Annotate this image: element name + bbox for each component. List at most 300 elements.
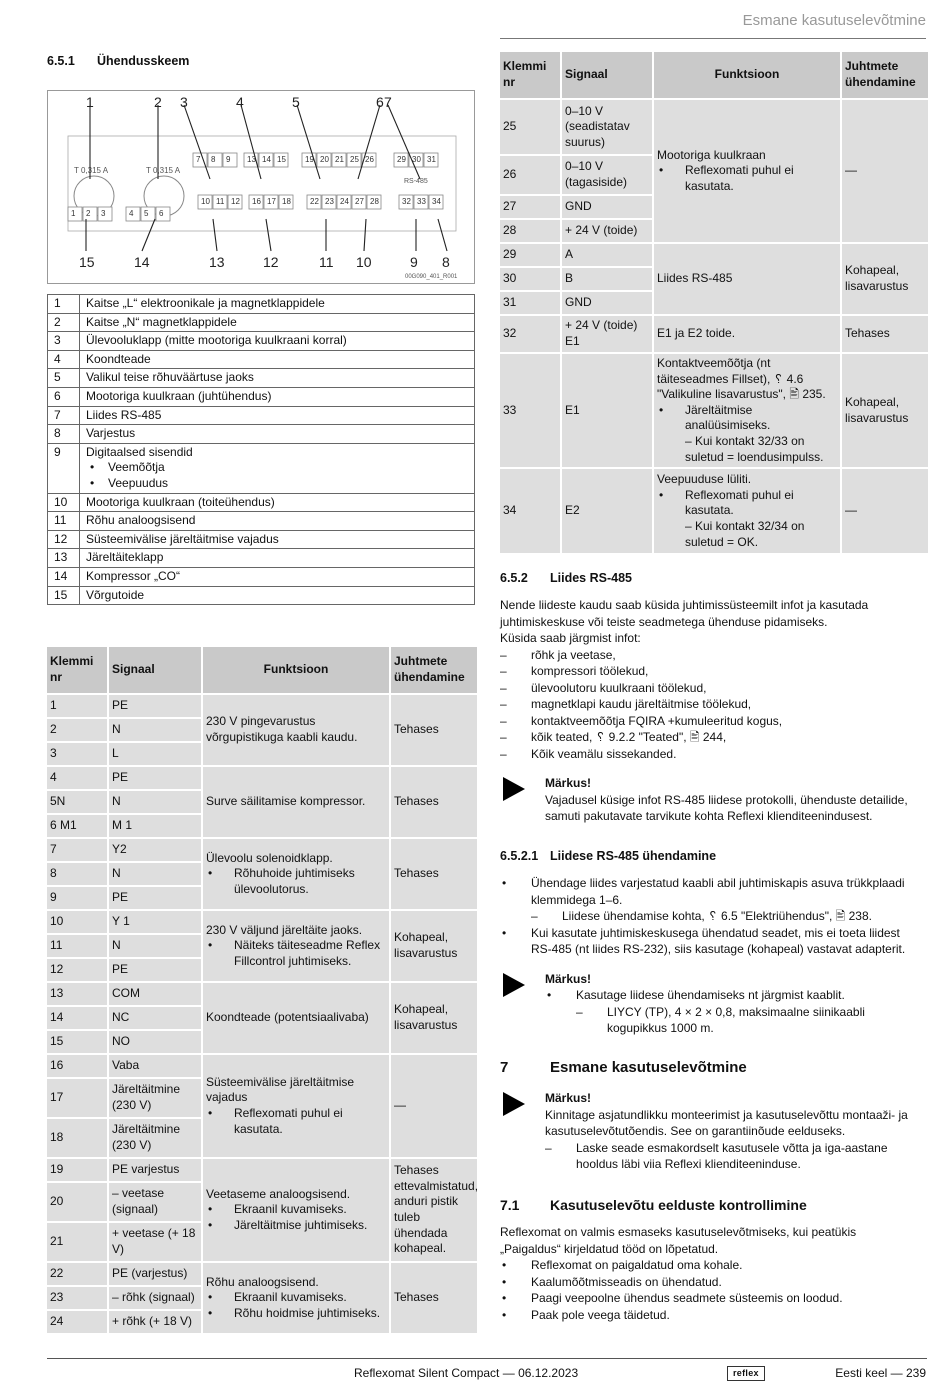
legend-text: Järeltäiteklapp [86,550,164,565]
bullet-item: • Ühendage liides varjestatud kaabli abil juhtimiskapis asuva trükkplaadi klemmidega 1–6. [500,875,920,908]
callout-bottom: 8 [442,254,450,270]
signal-cell: B [562,268,652,290]
terminal-row [47,839,477,861]
terminal-number: 21 [335,155,344,164]
terminal-number: 27 [500,196,560,218]
legend-row [48,530,475,549]
legend-cell [80,350,475,369]
list-item: – magnetklapi kaudu järeltäitmise töölekud, [500,696,920,713]
terminal-number: 21 [47,1223,107,1261]
callout-top: 2 [154,94,162,110]
callout-top: 6 [376,94,384,110]
terminal-number: 28 [500,220,560,242]
signal-cell: N [109,791,201,813]
legend-number: 6 [48,387,80,406]
terminal-number: 28 [370,197,379,206]
signal-cell: GND [562,196,652,218]
header-title: Esmane kasutuselevõtmine [742,12,926,29]
legend-number: 5 [48,369,80,388]
note-text: Vajadusel küsige infot RS-485 liidese protokolli, ühenduste detailide, samuti pakutavate tarvikute kohta Reflexi klienditeenindusest. [545,792,908,823]
legend-text: Kaitse „L“ elektroonikale ja magnetklappidele [86,296,325,310]
note-box [500,971,920,1037]
terminal-number: 30 [500,268,560,290]
legend-cell [80,387,475,406]
terminal-number: 3 [101,209,106,218]
wiring-cell: Tehases [842,316,928,352]
signal-cell: PE (varjestus) [109,1263,201,1285]
wiring-cell: Tehases [391,1263,477,1333]
function-text: Veetaseme analoogsisend. [206,1186,351,1201]
terminal-number: 17 [267,197,276,206]
legend-text: Kaitse „N“ magnetklappidele [86,314,237,329]
terminal-number: 9 [226,155,231,164]
legend-text: Süsteemivälise järeltäitmise vajadus [86,531,279,546]
signal-cell: A [562,244,652,266]
wiring-diagram-svg [48,91,474,283]
function-bullet: • Näiteks täiteseadme Reflex Fillcontrol juhtimiseks. [206,938,386,969]
section-title: Kasutuselevõtu eelduste kontrollimine [550,1197,807,1213]
terminal-number: 8 [211,155,216,164]
note-title: Märkus! [545,776,592,790]
signal-cell: PE [109,887,201,909]
legend-cell [80,586,475,605]
signal-cell: PE [109,959,201,981]
legend-number: 2 [48,313,80,332]
terminal-number: 16 [47,1055,107,1077]
function-text: – Kui kontakt 32/34 on suletud = OK. [685,518,805,549]
terminal-number: 5 [144,209,149,218]
chapter-7-body [500,1090,924,1173]
function-bullet: • Reflexomati puhul ei kasutata. [657,488,837,519]
signal-cell: N [109,935,201,957]
terminal-number: 32 [500,316,560,352]
legend-number: 3 [48,332,80,351]
function-text: – Kui kontakt 32/33 on suletud = loendusimpulss. [685,433,824,464]
signal-cell: L [109,743,201,765]
signal-cell: 0–10 V (seadistatav suurus) [562,100,652,154]
terminal-number: 34 [500,469,560,553]
callout-top: 7 [384,94,392,110]
terminal-row [47,983,477,1005]
section-71-heading [500,1196,807,1214]
paragraph: Küsida saab järgmist infot: [500,631,641,645]
wiring-cell: Kohapeal, lisavarustus [391,911,477,981]
page-header [0,0,950,40]
terminal-number: 19 [305,155,314,164]
note-box [500,1090,924,1173]
legend-number: 15 [48,586,80,605]
list-item: – kontaktveemõõtja FQIRA +kumuleeritud kogus, [500,713,920,730]
footer-rule [47,1358,927,1359]
section-6521-body [500,875,920,1037]
legend-text: Kompressor „CO“ [86,568,181,583]
terminal-number: 26 [365,155,374,164]
wiring-cell: — [391,1055,477,1157]
terminal-number: 8 [47,863,107,885]
col-klemmi: Klemmi nr [500,52,560,98]
terminal-row [500,469,928,553]
terminal-number: 13 [247,155,256,164]
signal-cell: PE [109,695,201,717]
signal-cell: NC [109,1007,201,1029]
terminal-number: 24 [47,1311,107,1333]
callout-bottom: 9 [410,254,418,270]
note-box [500,775,920,825]
function-cell [654,244,840,314]
callout-bottom: 13 [209,254,225,270]
signal-cell: Y2 [109,839,201,861]
legend-number: 13 [48,549,80,568]
signal-cell: N [109,863,201,885]
wiring-cell: Tehases [391,695,477,765]
terminal-number: 26 [500,156,560,194]
wiring-cell: Kohapeal, lisavarustus [391,983,477,1053]
terminal-number: 6 M1 [47,815,107,837]
legend-row [48,493,475,512]
terminal-number: 22 [47,1263,107,1285]
terminal-row [47,1055,477,1077]
terminal-number: 15 [277,155,286,164]
callout-bottom: 11 [319,254,334,270]
note-arrow-icon [503,1092,525,1116]
function-text: 230 V väljund järeltäite jaoks. [206,922,363,937]
paragraph: Nende liideste kaudu saab küsida juhtimissüsteemilt infot ja kasutada juhtimiskeskuse või teiste seadmetega ühenduse pidamiseks. [500,598,869,629]
legend-table [47,294,475,605]
wiring-cell: — [842,469,928,553]
function-bullet: • Ekraanil kuvamiseks. [206,1202,386,1218]
note-title: Märkus! [545,1091,592,1105]
signal-cell: Vaba [109,1055,201,1077]
section-title: Liides RS-485 [550,571,632,585]
signal-cell: – rõhk (signaal) [109,1287,201,1309]
callout-bottom: 14 [134,254,150,270]
list-item: • Reflexomat on paigaldatud oma kohale. [500,1257,920,1274]
footer-page-number: Eesti keel — 239 [835,1366,926,1380]
col-juhtmete: Juhtmete ühendamine [842,52,928,98]
legend-text: Liides RS-485 [86,407,162,422]
section-title: Liidese RS-485 ühendamine [550,849,717,863]
section-652-body [500,597,920,825]
signal-cell: GND [562,292,652,314]
terminal-number: 20 [47,1183,107,1221]
terminal-number: 30 [412,155,421,164]
terminal-number: 7 [196,155,201,164]
terminal-number: 18 [282,197,291,206]
terminal-number: 16 [252,197,261,206]
terminal-number: 2 [47,719,107,741]
signal-cell: N [109,719,201,741]
terminal-number: 13 [47,983,107,1005]
terminal-number: 14 [47,1007,107,1029]
legend-sub-item: • Veemõõtja [86,460,468,476]
legend-number: 14 [48,567,80,586]
function-bullet: • Rõhu hoidmise juhtimiseks. [206,1306,386,1322]
terminal-number: 10 [47,911,107,933]
callout-bottom: 12 [263,254,279,270]
note-bullet: • Kasutage liidese ühendamiseks nt järgmist kaablit. [545,987,920,1004]
terminal-number: 20 [320,155,329,164]
legend-cell [80,295,475,314]
section-652-heading [500,570,632,586]
terminal-row [500,354,928,467]
function-bullet: • Ekraanil kuvamiseks. [206,1290,386,1306]
function-cell [654,354,840,467]
note-arrow-icon [503,777,525,801]
paragraph: Reflexomat on valmis esmaseks kasutuselevõtmiseks, kui peatükis „Paigaldus“ kirjeldatud tööd on lõpetatud. [500,1225,857,1256]
legend-cell [80,332,475,351]
function-bullet: • Järeltäitmise analüüsimiseks. [657,403,837,434]
callout-top: 1 [86,94,94,110]
legend-row [48,512,475,531]
legend-row [48,567,475,586]
legend-row [48,313,475,332]
callout-top: 5 [292,94,300,110]
function-text: Rõhu analoogsisend. [206,1274,319,1289]
legend-sub-item: • Veepuudus [86,476,468,492]
section-number: 6.5.2.1 [500,849,539,863]
legend-number: 4 [48,350,80,369]
wiring-cell: Tehases [391,839,477,909]
function-cell [203,1055,389,1157]
terminal-number: 1 [47,695,107,717]
function-bullet: • Rõhuhoide juhtimiseks ülevoolutorus. [206,866,386,897]
terminal-number: 18 [47,1119,107,1157]
signal-cell: Järeltäitmine (230 V) [109,1119,201,1157]
terminal-number: 22 [310,197,319,206]
col-juhtmete: Juhtmete ühendamine [391,647,477,693]
callout-top: 3 [180,94,188,110]
function-cell [203,911,389,981]
function-bullet: • Reflexomati puhul ei kasutata. [206,1106,386,1137]
signal-cell: PE varjestus [109,1159,201,1181]
signal-cell: E1 [562,354,652,467]
note-title: Märkus! [545,971,592,986]
signal-cell: 0–10 V (tagasiside) [562,156,652,194]
terminal-row [500,100,928,154]
list-item: – rõhk ja veetase, [500,647,920,664]
terminal-number: 23 [325,197,334,206]
check-list [500,1257,920,1323]
legend-text: Valikul teise rõhuväärtuse jaoks [86,370,254,385]
legend-cell [80,549,475,568]
terminal-number: 12 [231,197,240,206]
terminal-number: 32 [402,197,411,206]
terminal-number: 19 [47,1159,107,1181]
function-text: Kontaktveemõõtja (nt täiteseadmes Fillset), ␦ 4.6 "Valikuline lisavarustus", 🖹 235. [657,356,826,402]
terminal-number: 10 [201,197,210,206]
signal-cell: M 1 [109,815,201,837]
legend-cell [80,425,475,444]
section-number: 6.5.2 [500,571,528,585]
legend-text: Koondteade [86,351,151,366]
list-item: – kompressori töölekud, [500,663,920,680]
legend-cell [80,369,475,388]
signal-cell: + veetase (+ 18 V) [109,1223,201,1261]
terminal-number: 4 [47,767,107,789]
terminal-number: 31 [500,292,560,314]
reflex-logo: reflex [727,1366,765,1381]
function-text: Süsteemivälise järeltäitmise vajadus [206,1074,355,1105]
signal-cell: Järeltäitmine (230 V) [109,1079,201,1117]
list-item: – kõik teated, ␦ 9.2.2 "Teated", 🖹 244, [500,729,920,746]
section-number: 7.1 [500,1197,520,1213]
legend-number: 1 [48,295,80,314]
terminal-number: 7 [47,839,107,861]
terminal-number: 15 [47,1031,107,1053]
legend-row [48,387,475,406]
legend-cell [80,313,475,332]
sub-item-text: Liidese ühendamise kohta, ␦ 6.5 "Elektriühendus", 🖹 238. [562,909,872,923]
section-651-heading [47,53,189,69]
list-item: – ülevoolutoru kuulkraani töölekud, [500,680,920,697]
terminal-number: 9 [47,887,107,909]
terminal-number: 1 [71,209,76,218]
function-text: Veepuuduse lüliti. [657,472,752,487]
legend-text: Ülevooluklapp (mitte mootoriga kuulkraani korral) [86,333,347,348]
wiring-diagram [47,90,475,284]
legend-text: Mootoriga kuulkraan (juhtühendus) [86,388,272,403]
terminal-number: 6 [159,209,164,218]
list-item: • Paak pole veega täidetud. [500,1307,920,1324]
sub-item [531,908,920,925]
legend-number: 11 [48,512,80,531]
callout-top: 4 [236,94,244,110]
terminal-number: 29 [397,155,406,164]
signal-cell: E2 [562,469,652,553]
terminal-number: 34 [432,197,441,206]
note-sub-item: – LIYCY (TP), 4 × 2 × 0,8, maksimaalne siinikaabli kogupikkus 1000 m. [576,1004,920,1037]
rs485-label: RS-485 [404,178,428,185]
chapter-7-heading [500,1058,747,1078]
fuse-2-label: T 0,315 A [146,166,181,175]
legend-number: 9 [48,443,80,493]
legend-cell [80,567,475,586]
function-text: Ülevoolu solenoidklapp. [206,850,333,865]
col-klemmi: Klemmi nr [47,647,107,693]
terminal-row [47,695,477,717]
wiring-cell: Kohapeal, lisavarustus [842,244,928,314]
function-cell [203,695,389,765]
legend-row [48,425,475,444]
wiring-cell: — [842,100,928,242]
wiring-cell: Tehases ettevalmistatud, anduri pistik tuleb ühendada kohapeal. [391,1159,477,1261]
wiring-cell: Kohapeal, lisavarustus [842,354,928,467]
legend-number: 8 [48,425,80,444]
terminal-row [47,911,477,933]
legend-cell [80,406,475,425]
terminal-number: 33 [417,197,426,206]
legend-cell [80,530,475,549]
terminal-number: 4 [129,209,134,218]
legend-text: Võrgutoide [86,587,145,602]
legend-row [48,369,475,388]
terminal-number: 23 [47,1287,107,1309]
function-text: 230 V pingevarustus võrgupistikuga kaabli kaudu. [206,714,358,744]
function-text: Mootoriga kuulkraan [657,147,766,162]
function-cell [203,983,389,1053]
list-item: – Kõik veamälu sissekanded. [500,746,920,763]
legend-row [48,295,475,314]
function-cell [203,767,389,837]
col-funktsioon: Funktsioon [654,52,840,98]
legend-number: 12 [48,530,80,549]
col-signaal: Signaal [109,647,201,693]
function-cell [203,839,389,909]
list-item: • Kaalumõõtmisseadis on ühendatud. [500,1274,920,1291]
wiring-cell: Tehases [391,767,477,837]
legend-cell [80,512,475,531]
signal-cell: NO [109,1031,201,1053]
terminal-row [500,244,928,266]
function-text: E1 ja E2 toide. [657,326,736,341]
callout-bottom: 10 [356,254,372,270]
fuse-1-label: T 0,315 A [74,166,109,175]
terminal-number: 25 [500,100,560,154]
terminal-row [47,1263,477,1285]
signal-cell: COM [109,983,201,1005]
legend-number: 10 [48,493,80,512]
terminal-number: 11 [216,197,225,206]
col-funktsioon: Funktsioon [203,647,389,693]
terminal-row [47,767,477,789]
function-cell [203,1263,389,1333]
terminal-table-left [45,645,479,1335]
terminal-row [47,1159,477,1181]
signal-cell: + 24 V (toide) [562,220,652,242]
terminal-number: 33 [500,354,560,467]
legend-text: Rõhu analoogsisend [86,513,196,528]
signal-cell: + 24 V (toide) E1 [562,316,652,352]
function-bullet: • Reflexomati puhul ei kasutata. [657,163,837,194]
terminal-number: 25 [350,155,359,164]
function-cell [654,316,840,352]
signal-cell: PE [109,767,201,789]
function-cell [654,100,840,242]
legend-text: Digitaalsed sisendid [86,444,193,459]
terminal-number: 17 [47,1079,107,1117]
bullet-item: • Kui kasutate juhtimiskeskusega ühendatud seadet, mis ei toeta liidest RS-485 (nt liides RS-232), siis kasutage (kohapeal) vastavat adapterit. [500,925,920,958]
section-71-body [500,1224,920,1323]
function-bullet: • Järeltäitmise juhtimiseks. [206,1218,386,1234]
terminal-number: 5N [47,791,107,813]
signal-cell: + rõhk (+ 18 V) [109,1311,201,1333]
legend-row [48,443,475,493]
terminal-number: 2 [86,209,91,218]
chapter-title: Esmane kasutuselevõtmine [550,1059,747,1076]
info-list [500,647,920,763]
diagram-code: 00G090_401_R001 [405,274,458,280]
legend-text: Varjestus [86,426,136,441]
legend-row [48,549,475,568]
terminal-number: 12 [47,959,107,981]
legend-number: 7 [48,406,80,425]
terminal-number: 11 [47,935,107,957]
note-sub-item: – Laske seade esmakordselt kasutusele võtta ja iga-aastane hooldus läbi viia Reflexi klienditeeninduse. [545,1140,924,1173]
terminal-number: 24 [340,197,349,206]
terminal-number: 14 [262,155,271,164]
terminal-number: 3 [47,743,107,765]
note-arrow-icon [503,973,525,997]
function-cell [203,1159,389,1261]
legend-row [48,406,475,425]
signal-cell: – veetase (signaal) [109,1183,201,1221]
header-rule [500,38,926,39]
section-6521-heading [500,848,716,864]
note-text: Kinnitage asjatundlikku monteerimist ja kasutuselevõttu montaaži- ja kasutuselevõtutõendis. See on garantiinõude eelduseks. [545,1107,908,1138]
col-signaal: Signaal [562,52,652,98]
legend-text: Mootoriga kuulkraan (toiteühendus) [86,494,275,509]
terminal-number: 29 [500,244,560,266]
